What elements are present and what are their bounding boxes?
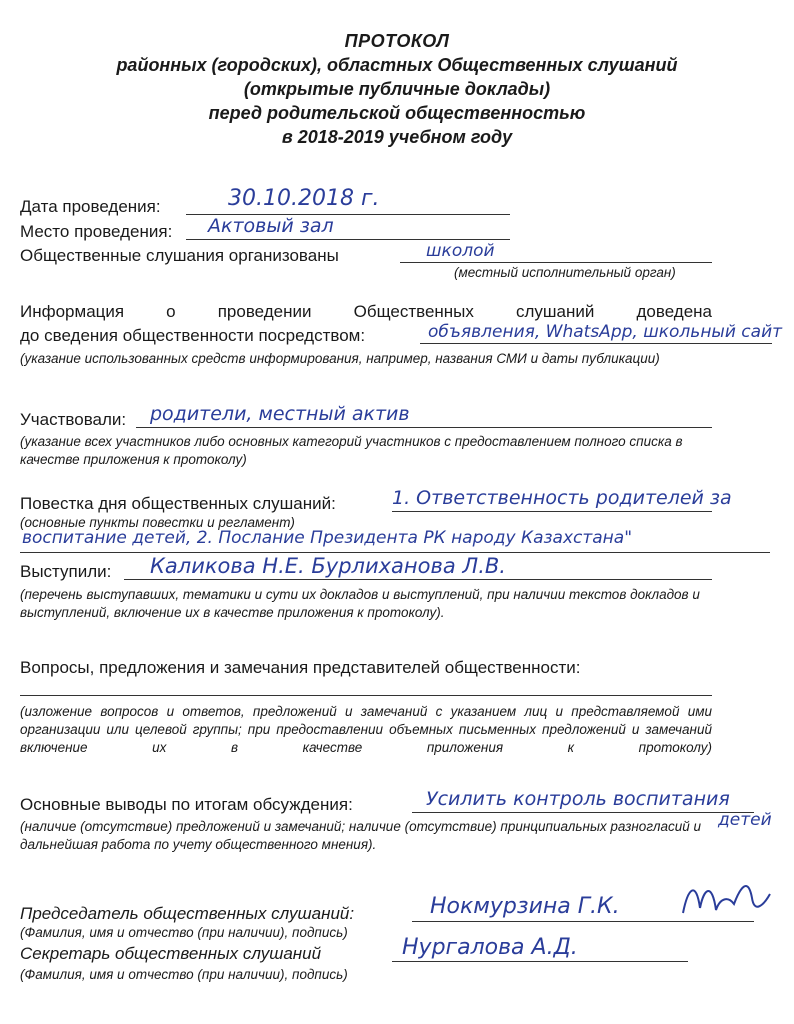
organizer-value: школой bbox=[426, 241, 495, 261]
questions-line bbox=[20, 695, 712, 696]
conclusions-value: Усилить контроль воспитания bbox=[426, 788, 730, 810]
conclusions-label: Основные выводы по итогам обсуждения: bbox=[20, 795, 353, 814]
info-value: объявления, WhatsApp, школьный сайт bbox=[428, 322, 783, 342]
place-line bbox=[186, 239, 510, 240]
secretary-line bbox=[392, 961, 688, 962]
questions-label: Вопросы, предложения и замечания представителей общественности: bbox=[20, 658, 581, 677]
protocol-subtitle-3: перед родительской общественностью bbox=[208, 103, 586, 123]
chairman-signature bbox=[678, 868, 778, 928]
questions-note: (изложение вопросов и ответов, предложений и замечаний с указанием лиц и представляемой ими организации или целевой группы; при предоставлении объемных письменных предложений и замечаний включение их в качестве приложения к протоколу) bbox=[20, 704, 712, 755]
conclusions-line bbox=[412, 812, 754, 813]
protocol-subtitle-1: районных (городских), областных Общественных слушаний bbox=[116, 55, 678, 75]
secretary-note: (Фамилия, имя и отчество (при наличии), подпись) bbox=[20, 967, 348, 982]
organizer-line bbox=[400, 262, 712, 263]
info-note: (указание использованных средств информирования, например, названия СМИ и даты публикации) bbox=[20, 351, 660, 366]
agenda-note: (основные пункты повестки и регламент) bbox=[20, 515, 295, 530]
speakers-label: Выступили: bbox=[20, 562, 112, 581]
chairman-note: (Фамилия, имя и отчество (при наличии), подпись) bbox=[20, 925, 348, 940]
info-line-1: Информация о проведении Общественных слушаний доведена bbox=[20, 302, 712, 321]
participants-note: (указание всех участников либо основных категорий участников с предоставлением полного списка в качестве приложения к протоколу) bbox=[20, 434, 683, 467]
organizer-note: (местный исполнительный орган) bbox=[454, 265, 676, 280]
speakers-note: (перечень выступавших, тематики и сути их докладов и выступлений, при наличии текстов докладов и выступлений, включение их в качестве приложения к протоколу). bbox=[20, 587, 700, 620]
participants-value: родители, местный актив bbox=[150, 403, 410, 425]
date-value: 30.10.2018 г. bbox=[228, 186, 380, 211]
organizer-label: Общественные слушания организованы bbox=[20, 246, 339, 265]
agenda-line-2 bbox=[20, 552, 770, 553]
protocol-title: ПРОТОКОЛ bbox=[344, 31, 450, 51]
speakers-value: Каликова Н.Е. Бурлиханова Л.В. bbox=[150, 554, 506, 578]
chairman-label: Председатель общественных слушаний: bbox=[20, 904, 355, 923]
date-label: Дата проведения: bbox=[20, 197, 161, 216]
conclusions-note: (наличие (отсутствие) предложений и замечаний; наличие (отсутствие) принципиальных разногласий и дальнейшая работа по учету общественного мнения). bbox=[20, 819, 701, 852]
participants-line bbox=[136, 427, 712, 428]
secretary-value: Нургалова А.Д. bbox=[402, 935, 578, 960]
agenda-line-1 bbox=[392, 511, 712, 512]
agenda-value-1: 1. Ответственность родителей за bbox=[392, 487, 732, 509]
conclusions-value-2: детей bbox=[718, 810, 772, 830]
speakers-line bbox=[124, 579, 712, 580]
place-value: Актовый зал bbox=[208, 215, 334, 237]
info-line-2: до сведения общественности посредством: bbox=[20, 326, 366, 345]
agenda-label: Повестка дня общественных слушаний: bbox=[20, 494, 336, 513]
participants-label: Участвовали: bbox=[20, 410, 127, 429]
chairman-value: Нокмурзина Г.К. bbox=[430, 894, 620, 919]
protocol-subtitle-2: (открытые публичные доклады) bbox=[243, 79, 551, 99]
place-label: Место проведения: bbox=[20, 222, 173, 241]
protocol-subtitle-4: в 2018-2019 учебном году bbox=[281, 127, 513, 147]
secretary-label: Секретарь общественных слушаний bbox=[20, 944, 322, 963]
agenda-value-2: воспитание детей, 2. Послание Президента РК народу Казахстана" bbox=[22, 528, 633, 548]
info-line bbox=[420, 343, 772, 344]
